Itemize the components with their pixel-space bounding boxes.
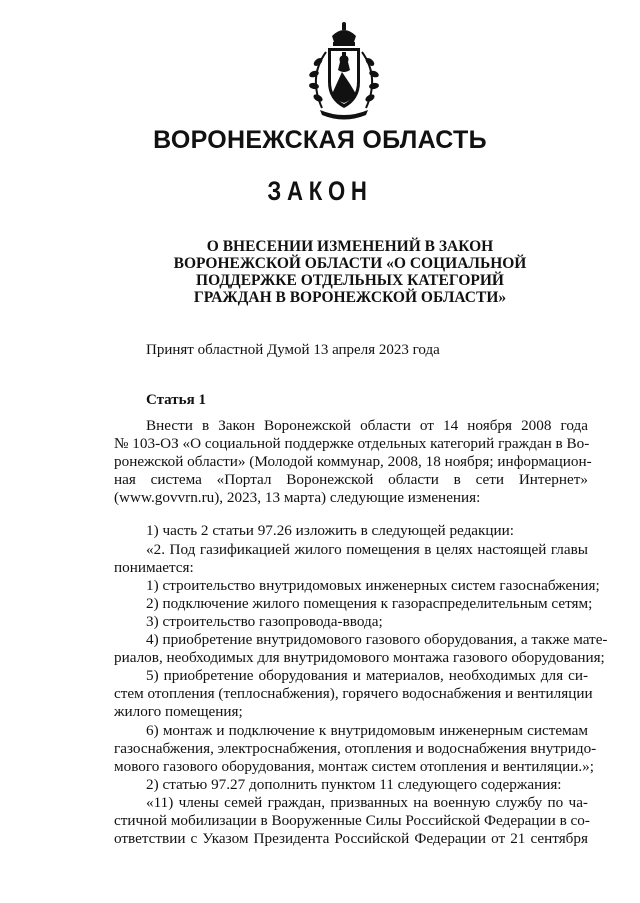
text-line: ная система «Портал Воронежской области в сети Интернет» [114, 471, 588, 489]
text-line: 2) статью 97.27 дополнить пунктом 11 следующего содержания: [146, 775, 562, 793]
document-type: ЗАКОН [267, 176, 373, 206]
text-line: ответствии с Указом Президента Российской Федерации от 21 сентября [114, 830, 588, 848]
text-line: 5) приобретение оборудования и материалов, необходимых для си- [146, 667, 588, 685]
text-line: стичной мобилизации в Вооруженные Силы Российской Федерации в со- [114, 811, 590, 829]
text-line: риалов, необходимых для внутридомового монтажа газового оборудования; [114, 649, 605, 667]
law-title-line: ПОДДЕРЖКЕ ОТДЕЛЬНЫХ КАТЕГОРИЙ [196, 272, 504, 289]
law-title-line: ГРАЖДАН В ВОРОНЕЖСКОЙ ОБЛАСТИ» [193, 289, 507, 306]
law-title [150, 238, 550, 306]
adoption-note: Принят областной Думой 13 апреля 2023 года [146, 342, 440, 358]
text-line: 4) приобретение внутридомового газового оборудования, а также мате- [146, 631, 608, 649]
text-line: «2. Под газификацией жилого помещения в целях настоящей главы [146, 540, 588, 558]
text-line: понимается: [114, 558, 194, 576]
text-line: «11) члены семей граждан, призванных на военную службу по ча- [146, 793, 588, 811]
text-line: 1) строительство внутридомовых инженерных систем газоснабжения; [146, 576, 600, 594]
text-line: жилого помещения; [114, 703, 243, 721]
text-line: 2) подключение жилого помещения к газораспределительным сетям; [146, 594, 593, 612]
region-name: ВОРОНЕЖСКАЯ ОБЛАСТЬ [153, 126, 487, 154]
text-line: стем отопления (теплоснабжения), горячего водоснабжения и вентиляции [114, 685, 593, 703]
text-line: 1) часть 2 статьи 97.26 изложить в следующей редакции: [146, 522, 515, 540]
text-line: Внести в Закон Воронежской области от 14 ноября 2008 года [146, 417, 588, 434]
text-line: (www.govvrn.ru), 2023, 13 марта) следующие изменения: [114, 489, 481, 507]
law-title-line: О ВНЕСЕНИИ ИЗМЕНЕНИЙ В ЗАКОН [206, 238, 494, 255]
text-line: 6) монтаж и подключение к внутридомовым инженерным системам [146, 721, 588, 739]
text-line: 3) строительство газопровода-ввода; [146, 612, 383, 630]
text-line: газоснабжения, электроснабжения, отопления и водоснабжения внутридо- [114, 739, 597, 757]
text-line: ронежской области» (Молодой коммунар, 2008, 18 ноября; информацион- [114, 453, 592, 471]
article-heading: Статья 1 [146, 392, 206, 408]
law-title-line: ВОРОНЕЖСКОЙ ОБЛАСТИ «О СОЦИАЛЬНОЙ [173, 255, 527, 272]
text-line: мового газового оборудования, монтаж систем отопления и вентиляции.»; [114, 757, 594, 775]
text-line: № 103-ОЗ «О социальной поддержке отдельных категорий граждан в Во- [114, 435, 590, 453]
article-body [114, 417, 608, 848]
coat-of-arms-icon [304, 22, 384, 122]
